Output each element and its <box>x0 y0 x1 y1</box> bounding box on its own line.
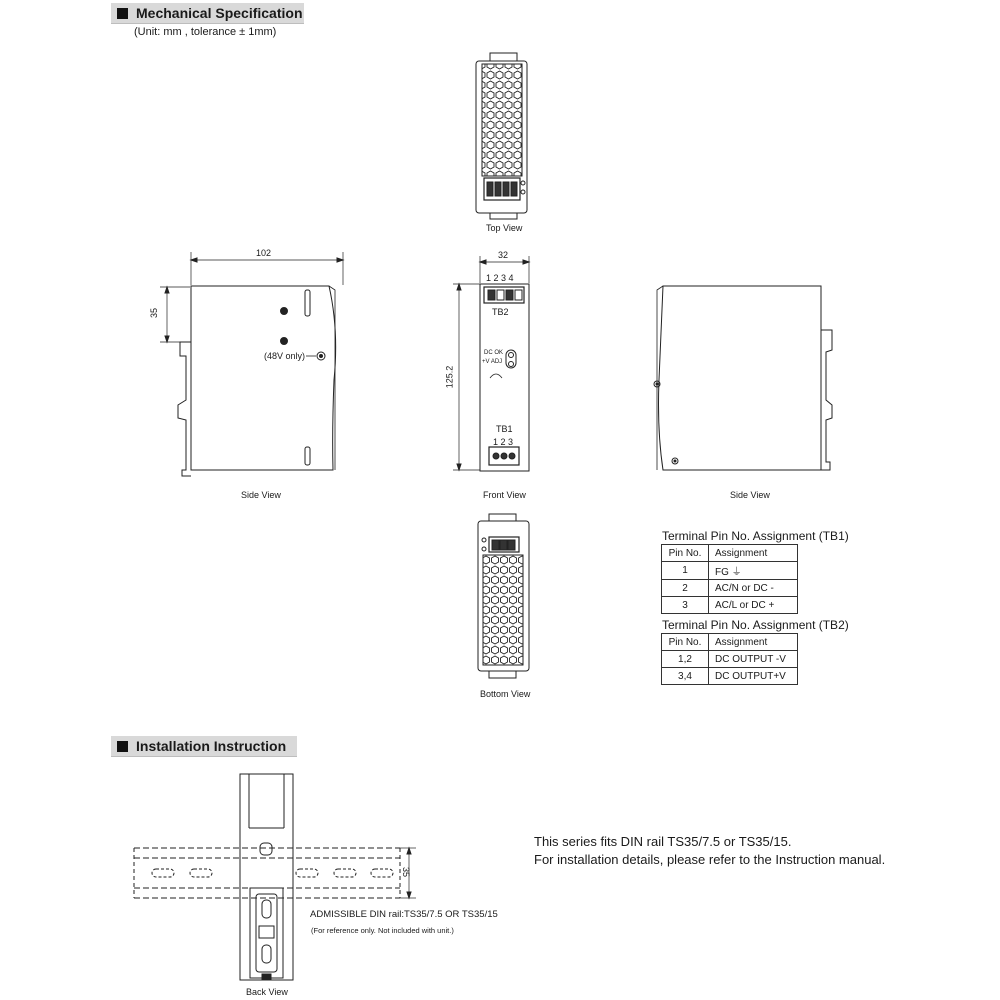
mechanical-spec-title: Mechanical Specification <box>136 5 303 21</box>
dimension-height-35-label: 35 <box>149 307 160 319</box>
bottom-view-drawing <box>478 514 529 678</box>
top-view-drawing <box>476 53 527 219</box>
tb2-pin-numbers: 1 2 3 4 <box>486 273 514 283</box>
table-header-row <box>662 545 798 562</box>
pin-no-cell: 3,4 <box>662 668 709 685</box>
top-view-label: Top View <box>486 223 523 233</box>
installation-text <box>534 833 885 869</box>
tb2-table-title: Terminal Pin No. Assignment (TB2) <box>662 618 849 632</box>
assignment-header: Assignment <box>709 545 798 562</box>
pin-no-cell: 1,2 <box>662 651 709 668</box>
reference-note: (For reference only. Not included with unit.) <box>311 926 454 935</box>
installation-line-1: This series fits DIN rail TS35/7.5 or TS35/15. <box>534 834 792 849</box>
back-view-label: Back View <box>246 987 288 997</box>
assignment-header: Assignment <box>709 634 798 651</box>
rail-dimension-label: 35 <box>401 866 412 878</box>
side-48v-note: (48V only) <box>264 351 306 361</box>
tb2-table <box>661 633 798 685</box>
pin-no-cell: 3 <box>662 597 709 614</box>
dimension-depth-label: 32 <box>498 250 509 260</box>
dc-ok-label: DC OK <box>484 350 504 356</box>
table-row <box>662 597 798 614</box>
right-side-view-label: Side View <box>730 490 770 500</box>
left-side-view-label: Side View <box>241 490 281 500</box>
unit-note: (Unit: mm , tolerance ± 1mm) <box>134 26 277 38</box>
table-row <box>662 562 798 580</box>
tb1-label: TB1 <box>496 424 513 434</box>
front-view-label: Front View <box>483 490 526 500</box>
tb1-table <box>661 544 798 614</box>
bottom-view-label: Bottom View <box>480 689 531 699</box>
pin-no-header: Pin No. <box>662 634 709 651</box>
pin-no-cell: 2 <box>662 580 709 597</box>
table-row <box>662 580 798 597</box>
pin-no-cell: 1 <box>662 562 709 580</box>
table-header-row <box>662 634 798 651</box>
assignment-cell: FG ⏚ <box>709 562 798 580</box>
tb1-pin-numbers: 1 2 3 <box>493 437 514 447</box>
assignment-cell: AC/N or DC - <box>709 580 798 597</box>
admissible-rail-label: ADMISSIBLE DIN rail:TS35/7.5 OR TS35/15 <box>310 909 498 920</box>
v-adj-label: +V ADJ <box>482 359 503 365</box>
din-rail-drawing <box>134 774 416 980</box>
installation-title: Installation Instruction <box>136 738 287 754</box>
assignment-cell: DC OUTPUT+V <box>709 668 798 685</box>
tb2-label: TB2 <box>492 307 509 317</box>
table-row <box>662 668 798 685</box>
left-side-view-drawing <box>160 252 343 476</box>
assignment-cell: DC OUTPUT -V <box>709 651 798 668</box>
table-row <box>662 651 798 668</box>
pin-no-header: Pin No. <box>662 545 709 562</box>
tb1-table-title: Terminal Pin No. Assignment (TB1) <box>662 529 849 543</box>
installation-line-2: For installation details, please refer to the Instruction manual. <box>534 852 886 867</box>
dimension-height-label: 125.2 <box>444 365 455 389</box>
assignment-cell: AC/L or DC + <box>709 597 798 614</box>
right-side-view-drawing <box>654 286 832 470</box>
dimension-width-label: 102 <box>256 248 272 258</box>
